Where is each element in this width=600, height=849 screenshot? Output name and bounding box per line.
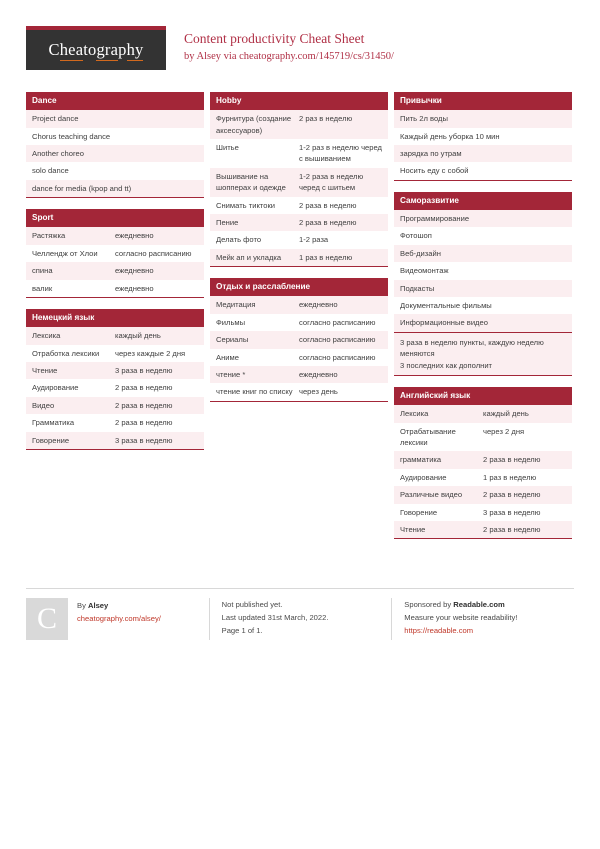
row-label: Подкасты xyxy=(400,283,435,293)
row-label: Видео xyxy=(32,400,55,410)
row-label: Говорение xyxy=(400,507,438,517)
table-row xyxy=(210,197,388,214)
table-row xyxy=(210,314,388,331)
row-value: ежедневно xyxy=(115,283,154,293)
table-row xyxy=(394,486,572,503)
table-row xyxy=(26,262,204,279)
row-label: Информационные видео xyxy=(400,318,488,328)
row-label: зарядка по утрам xyxy=(400,149,462,159)
table-row xyxy=(26,245,204,262)
row-value: 1-2 раза xyxy=(299,235,329,245)
masthead xyxy=(26,26,574,78)
column-1 xyxy=(26,92,204,461)
table-row xyxy=(210,110,388,139)
row-label: Программирование xyxy=(400,214,470,224)
row-label: Лексика xyxy=(32,331,61,341)
row-value: через день xyxy=(299,387,338,397)
row-label: Говорение xyxy=(32,435,70,445)
row-label: Чтение xyxy=(400,524,426,534)
row-label: грамматика xyxy=(400,455,442,465)
row-value: каждый день xyxy=(115,331,161,341)
card-rows xyxy=(26,327,204,449)
row-value: ежедневно xyxy=(299,369,338,379)
column-2 xyxy=(210,92,388,413)
table-row xyxy=(394,280,572,297)
footer-publish-block xyxy=(209,598,392,640)
row-value: 2 раза в неделю xyxy=(115,400,173,410)
row-label: Документальные фильмы xyxy=(400,301,492,311)
table-row xyxy=(394,162,572,179)
table-row xyxy=(26,327,204,344)
cheat-card xyxy=(394,387,572,539)
row-value: 3 раза в неделю xyxy=(483,507,541,517)
row-value: 1-2 раз в неделю черед с вышиванием xyxy=(299,143,382,164)
card-rows xyxy=(394,405,572,538)
byline-via: via xyxy=(221,50,240,62)
row-value: 3 раза в неделю xyxy=(115,366,173,376)
row-value: 2 раза в неделю xyxy=(115,383,173,393)
row-label: Шитье xyxy=(216,143,239,153)
row-label: Различные видео xyxy=(400,490,463,500)
table-row xyxy=(26,362,204,379)
card-header: Английский язык xyxy=(394,387,572,405)
footer-by-prefix: By xyxy=(77,601,88,610)
table-row xyxy=(394,210,572,227)
table-row xyxy=(394,451,572,468)
cheatography-logo-text: Cheatography xyxy=(48,40,144,59)
table-row xyxy=(394,262,572,279)
table-row xyxy=(26,432,204,449)
row-label: чтение * xyxy=(216,369,246,379)
cheat-card xyxy=(26,209,204,298)
table-row xyxy=(394,521,572,538)
row-label: Аниме xyxy=(216,352,239,362)
table-row xyxy=(394,227,572,244)
row-label: Грамматика xyxy=(32,418,75,428)
table-row xyxy=(26,414,204,431)
row-label: Пение xyxy=(216,217,239,227)
row-label: Project dance xyxy=(32,114,79,124)
row-label: Аудирование xyxy=(400,472,447,482)
table-row xyxy=(210,383,388,400)
table-row xyxy=(26,397,204,414)
row-label: Фотошоп xyxy=(400,231,432,241)
byline-prefix: by xyxy=(184,50,197,62)
table-row xyxy=(26,379,204,396)
row-value: 1 раз в неделю xyxy=(299,252,353,262)
row-label: solo dance xyxy=(32,166,69,176)
card-note-line: 3 последних как дополнит xyxy=(400,360,493,370)
avatar: C xyxy=(26,598,68,640)
cheat-card xyxy=(210,278,388,402)
card-header: Dance xyxy=(26,92,204,110)
cheat-card xyxy=(394,92,572,181)
card-rows xyxy=(26,110,204,197)
row-label: Фильмы xyxy=(216,317,246,327)
table-row xyxy=(26,145,204,162)
sponsor-url-link[interactable]: https://readable.com xyxy=(404,626,474,636)
card-rows xyxy=(210,296,388,400)
footer-profile-link[interactable]: cheatography.com/alsey/ xyxy=(77,614,161,624)
row-label: Делать фото xyxy=(216,235,262,245)
row-value: 2 раз в неделю xyxy=(299,114,353,124)
card-rows xyxy=(394,210,572,332)
row-label: Вышивание на шопперах и одежде xyxy=(216,171,286,193)
page-number: Page 1 of 1. xyxy=(221,626,263,636)
column-3 xyxy=(394,92,572,550)
row-value: ежедневно xyxy=(299,300,338,310)
row-label: Носить еду с собой xyxy=(400,166,469,176)
byline xyxy=(184,50,394,64)
table-row xyxy=(210,168,388,197)
table-row xyxy=(394,128,572,145)
row-value: согласно расписанию xyxy=(115,248,192,258)
table-row xyxy=(26,162,204,179)
table-row xyxy=(394,423,572,452)
row-label: Пить 2л воды xyxy=(400,114,448,124)
table-row xyxy=(394,110,572,127)
row-label: Мейк ап и укладка xyxy=(216,252,282,262)
row-value: 1 раз в неделю xyxy=(483,472,537,482)
row-label: Растяжка xyxy=(32,231,66,241)
table-row xyxy=(394,245,572,262)
row-value: 1-2 раза в неделю черед с шитьем xyxy=(299,171,364,193)
row-value: каждый день xyxy=(483,409,529,419)
table-row xyxy=(394,145,572,162)
row-value: через 2 дня xyxy=(483,426,525,436)
row-value: 2 раза в неделю xyxy=(483,455,541,465)
row-value: ежедневно xyxy=(115,266,154,276)
footer-author-block xyxy=(26,598,209,640)
last-updated: Last updated 31st March, 2022. xyxy=(221,613,329,623)
row-label: Снимать тиктоки xyxy=(216,200,276,210)
row-label: Каждый день уборка 10 мин xyxy=(400,131,500,141)
row-label: dance for media (kpop and tt) xyxy=(32,183,132,193)
table-row xyxy=(26,128,204,145)
row-label: Челлендж от Хлои xyxy=(32,248,98,258)
card-header: Немецкий язык xyxy=(26,309,204,327)
row-label: Веб-дизайн xyxy=(400,248,441,258)
sheet-heading xyxy=(184,26,394,64)
row-value: 3 раза в неделю xyxy=(115,435,173,445)
row-label: Чтение xyxy=(32,366,58,376)
sponsor-tagline: Measure your website readability! xyxy=(404,613,518,623)
table-row xyxy=(26,227,204,244)
row-value: согласно расписанию xyxy=(299,317,376,327)
table-row xyxy=(26,180,204,197)
sponsor-line xyxy=(404,598,564,611)
table-row xyxy=(394,504,572,521)
table-row xyxy=(210,231,388,248)
table-row xyxy=(210,139,388,168)
page-title: Content productivity Cheat Sheet xyxy=(184,31,365,46)
cheatography-logo[interactable] xyxy=(26,26,166,70)
row-value: 2 раза в неделю xyxy=(299,200,357,210)
row-value: согласно расписанию xyxy=(299,335,376,345)
table-row xyxy=(26,280,204,297)
cheat-card xyxy=(26,92,204,198)
table-row xyxy=(394,405,572,422)
card-header: Отдых и расслабление xyxy=(210,278,388,296)
row-label: Видеомонтаж xyxy=(400,266,449,276)
page-footer xyxy=(26,588,574,640)
table-row xyxy=(210,296,388,313)
footer-author-line xyxy=(77,599,161,612)
row-value: 2 раза в неделю xyxy=(483,524,541,534)
cheatsheet-columns xyxy=(26,92,574,550)
table-row xyxy=(210,249,388,266)
cheat-card xyxy=(394,192,572,376)
table-row xyxy=(26,110,204,127)
row-value: согласно расписанию xyxy=(299,352,376,362)
card-note-line: 3 раза в неделю пункты, каждую неделю меняются xyxy=(400,337,544,359)
card-header: Hobby xyxy=(210,92,388,110)
table-row xyxy=(210,366,388,383)
row-label: Аудирование xyxy=(32,383,79,393)
card-header: Привычки xyxy=(394,92,572,110)
footer-author-name: Alsey xyxy=(87,601,109,610)
row-label: валик xyxy=(32,283,53,293)
row-label: чтение книг по списку xyxy=(216,387,293,397)
sponsor-prefix: Sponsored by xyxy=(404,600,454,609)
source-url-link[interactable]: cheatography.com/145719/cs/31450/ xyxy=(239,50,394,62)
row-label: Медитация xyxy=(216,300,256,310)
card-header: Саморазвитие xyxy=(394,192,572,210)
table-row xyxy=(394,469,572,486)
byline-author[interactable]: Alsey xyxy=(196,50,222,62)
table-row xyxy=(210,214,388,231)
table-row xyxy=(394,297,572,314)
row-label: Сериалы xyxy=(216,335,249,345)
table-row xyxy=(210,331,388,348)
cheat-card xyxy=(210,92,388,267)
row-label: Chorus teaching dance xyxy=(32,131,111,141)
sponsor-name: Readable.com xyxy=(453,600,505,609)
row-label: Лексика xyxy=(400,409,429,419)
row-value: 2 раза в неделю xyxy=(115,418,173,428)
row-value: через каждые 2 дня xyxy=(115,348,186,358)
cheat-card xyxy=(26,309,204,450)
table-row xyxy=(394,314,572,331)
card-rows xyxy=(26,227,204,297)
row-label: Фурнитура (создание аксессуаров) xyxy=(216,114,292,135)
table-row xyxy=(26,345,204,362)
publish-status: Not published yet. xyxy=(221,600,283,609)
card-note xyxy=(394,332,572,375)
card-header: Sport xyxy=(26,209,204,227)
footer-sponsor-block xyxy=(391,598,574,640)
card-rows xyxy=(210,110,388,266)
row-label: Отрабатывание лексики xyxy=(400,426,456,447)
row-value: 2 раза в неделю xyxy=(483,490,541,500)
row-label: Another choreo xyxy=(32,149,84,159)
table-row xyxy=(210,349,388,366)
row-label: Отработка лексики xyxy=(32,348,100,358)
row-value: 2 раза в неделю xyxy=(299,217,357,227)
row-label: спина xyxy=(32,266,53,276)
row-value: ежедневно xyxy=(115,231,154,241)
card-rows xyxy=(394,110,572,180)
